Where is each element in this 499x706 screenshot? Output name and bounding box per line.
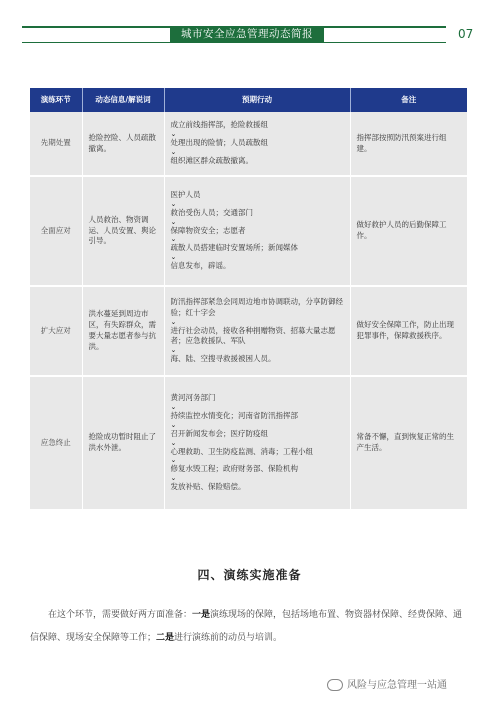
action-item: 防汛指挥部紧急会同周边地市协调联动，分享防御经验；红十字会 [170,296,343,317]
action-item: 保障物资安全；志愿者 [170,225,246,235]
stage-cell: 扩大应对 [30,286,82,376]
table-row [30,112,467,176]
action-item: 黄河河务部门 [170,392,216,402]
arrow-down-icon: ⌄ [170,420,177,429]
arrow-down-icon: ⌄ [170,199,177,208]
paragraph-text: 演练现场的保障，包括场地布置、物资器材保障、经费保障、通信保障、现场安全保障等工作； [30,610,463,643]
action-item: 修复水毁工程；政府财务部、保险机构 [170,464,298,474]
header-rule-left-bottom [22,42,172,43]
action-item: 发放补贴、保险赔偿。 [170,482,246,492]
drill-table [30,88,467,511]
info-cell: 人员救治、物资调运、人员安置、舆论引导。 [82,176,164,286]
header-rule-right-bottom [324,42,446,43]
arrow-down-icon: ⌄ [170,235,177,244]
note-cell: 做好救护人员的后勤保障工作。 [350,176,467,286]
table-header-row [30,88,467,112]
action-item: 处理出现的险情；人员疏散组 [170,138,268,148]
action-item: 组织滩区群众疏散撤离。 [170,155,253,165]
column-header: 演练环节 [30,88,82,112]
actions-cell [164,112,350,176]
section-paragraph [30,604,470,650]
paragraph-emphasis: 二是 [156,633,175,643]
arrow-down-icon: ⌄ [170,317,177,326]
info-cell: 抢险控险、人员疏散撤离。 [82,112,164,176]
note-cell: 指挥部按照防汛预案进行组建。 [350,112,467,176]
arrow-down-icon: ⌄ [170,147,177,156]
stage-cell: 先期处置 [30,112,82,176]
actions-cell [164,286,350,376]
page-number: 07 [458,27,474,41]
wechat-icon [327,679,343,691]
paragraph-text: 在这个环节，需要做好两方面准备： [48,610,193,620]
paragraph-text: 进行演练前的动员与培训。 [174,633,283,643]
action-item: 心理救助、卫生防疫监测、消毒；工程小组 [170,446,313,456]
action-item: 疏散人员搭建临时安置场所；新闻媒体 [170,243,298,253]
stage-cell: 应急终止 [30,376,82,510]
actions-cell [164,176,350,286]
header-rule-right-top [324,26,446,28]
column-header: 备注 [350,88,467,112]
section-title: 四、演练实施准备 [197,568,302,582]
arrow-down-icon: ⌄ [170,438,177,447]
watermark-text: 风险与应急管理一站通 [347,680,447,691]
actions-cell [164,376,350,510]
table-row [30,286,467,376]
arrow-down-icon: ⌄ [170,253,177,262]
action-item: 进行社会动员，接收各种捐赠物资、招募大量志愿者；应急救援队、军队 [170,325,336,346]
header-title: 城市安全应急管理动态简报 [170,26,324,43]
info-cell: 洪水蔓延到周边市区，有失踪群众，需要大量志愿者参与抗洪。 [82,286,164,376]
action-item: 成立前线指挥部，抢险救援组 [170,120,268,130]
column-header: 预期行动 [164,88,350,112]
arrow-down-icon: ⌄ [170,402,177,411]
arrow-down-icon: ⌄ [170,456,177,465]
arrow-down-icon: ⌄ [170,217,177,226]
action-item: 海、陆、空搜寻救援被困人员。 [170,354,276,364]
stage-cell: 全面应对 [30,176,82,286]
action-item: 救治受伤人员；交通部门 [170,207,253,217]
arrow-down-icon: ⌄ [170,130,177,139]
note-cell: 做好安全保障工作，防止出现犯罪事件，保障救援秩序。 [350,286,467,376]
action-item: 信息发布，辟谣。 [170,261,231,271]
column-header: 动态信息/解说词 [82,88,164,112]
table-row [30,376,467,510]
action-item: 医护人员 [170,189,201,199]
header-rule-left-top [22,26,172,28]
paragraph-emphasis: 一是 [192,610,211,620]
arrow-down-icon: ⌄ [170,346,177,355]
table-row [30,176,467,286]
info-cell: 抢险成功暂时阻止了洪水外泄。 [82,376,164,510]
arrow-down-icon: ⌄ [170,474,177,483]
action-item: 持续监控水情变化；河南省防汛指挥部 [170,410,298,420]
action-item: 召开新闻发布会；医疗防疫组 [170,428,268,438]
note-cell: 常备不懈，直到恢复正常的生产生活。 [350,376,467,510]
watermark [327,676,447,691]
